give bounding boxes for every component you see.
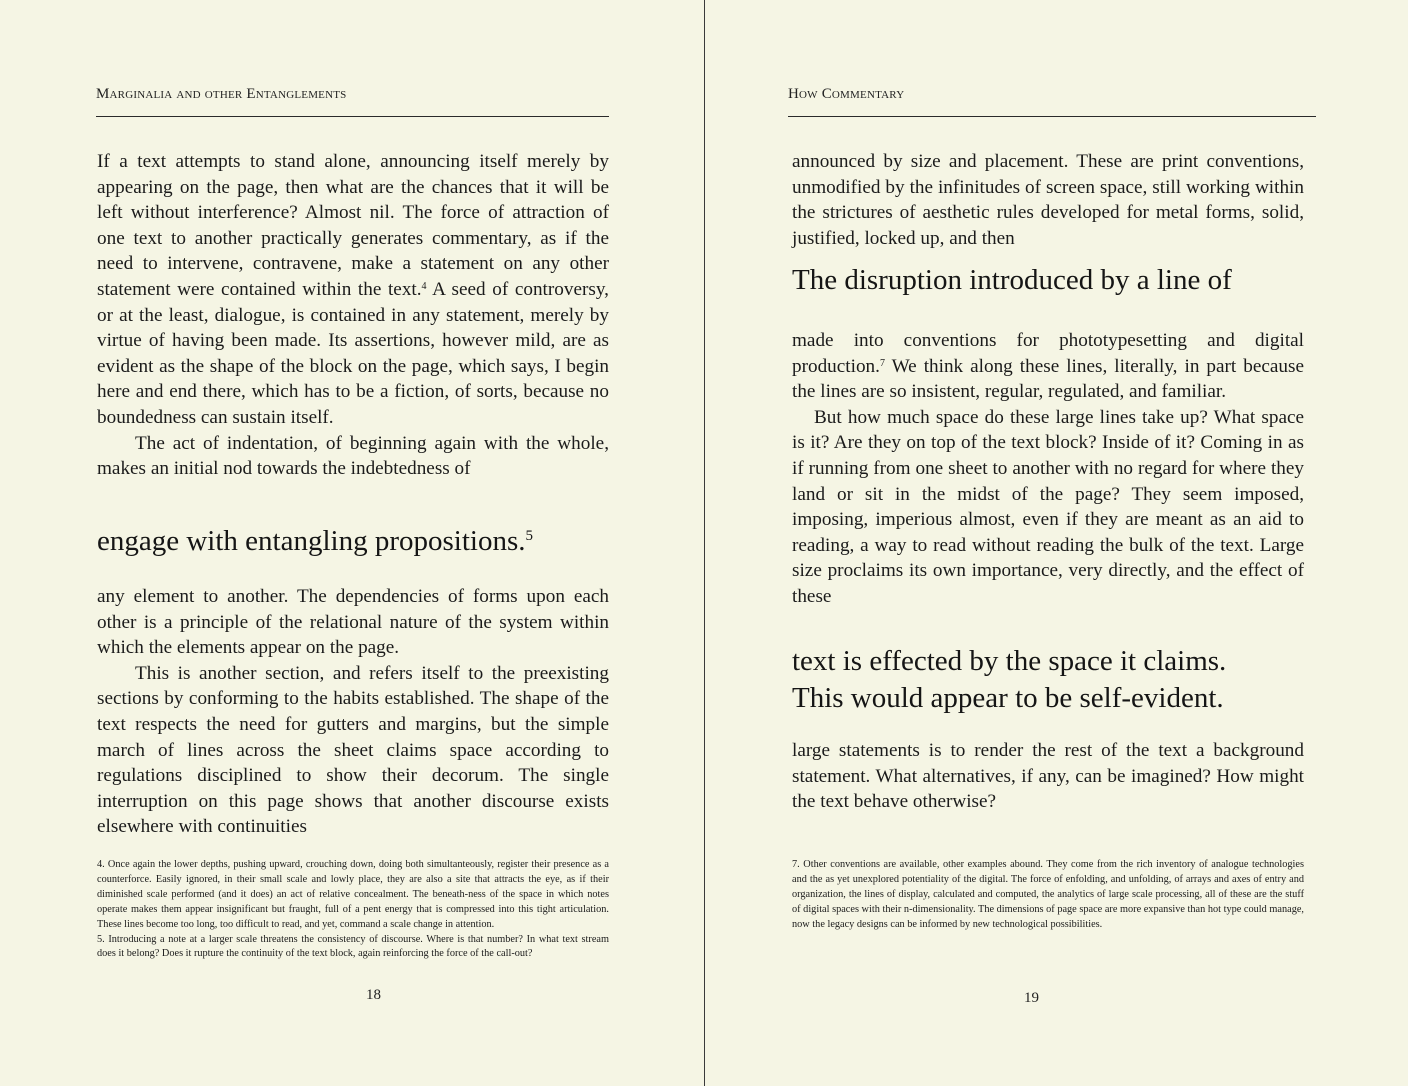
right-body-middle <box>792 328 1304 610</box>
running-head-left: Marginalia and other Entanglements <box>96 86 347 102</box>
left-paragraph-1: If a text attempts to stand alone, announcing itself merely by appearing on the page, then what are the chances that it will be left without interference? Almost nil. The force of attraction of one text to another practically generates commentary, as if the need to intervene, contravene, make a statement on any other statement were contained within the text.$^4$ A seed of controversy, or at the least, dialogue, is contained in any statement, merely by virtue of having been made. Its assertions, however mild, are as evident as the shape of the block on the page, which says, I begin here and end there, which has to be a fiction, of sorts, because no boundedness can sustain itself. <box>97 151 609 428</box>
right-body-top <box>792 149 1304 251</box>
left-footnotes <box>97 858 609 962</box>
left-body-top <box>97 149 609 482</box>
right-callout-2 <box>792 643 1312 717</box>
right-paragraph-4: large statements is to render the rest of the text a background statement. What alternatives, if any, can be imagined? How might the text behave otherwise? <box>792 740 1304 813</box>
right-callout-2-line-1: text is effected by the space it claims. <box>792 645 1227 677</box>
footnote-ref-4[interactable]: 4 <box>421 280 427 292</box>
left-callout: engage with entangling propositions.$^5$ <box>97 525 533 557</box>
right-body-bottom <box>792 738 1304 815</box>
left-body-bottom <box>97 584 609 840</box>
right-paragraph-2: made into conventions for phototypesetting and digital production.$^7$ We think along these lines, literally, in part because the lines are so insistent, regular, regulated, and familiar. <box>792 330 1304 403</box>
right-footnotes <box>792 858 1304 933</box>
left-paragraph-4: This is another section, and refers itself to the preexisting sections by conforming to the habits established. The shape of the text respects the need for gutters and margins, but the simple march of lines across the sheet claims space according to regulations disciplined to show their decorum. The single interruption on this page shows that another discourse exists elsewhere with continuities <box>97 662 609 838</box>
header-rule-left <box>96 116 609 117</box>
left-paragraph-2: The act of indentation, of beginning again with the whole, makes an initial nod towards the indebtedness of <box>97 432 609 480</box>
footnote-ref-7[interactable]: 7 <box>879 357 885 369</box>
right-paragraph-3: But how much space do these large lines take up? What space is it? Are they on top of the text block? Inside of it? Coming in as if running from one sheet to another with no regard for where they land or sit in the midst of the page? They seem imposed, imposing, imperious almost, even if they are meant as an aid to reading, a way to read without reading the bulk of the text. Large size proclaims its own importance, very directly, and the effect of these <box>792 406 1304 607</box>
footnote-7: 7. Other conventions are available, other examples abound. They come from the rich inventory of analogue technologies and the as yet unexplored potentiality of the digital. The force of enfolding, and unfolding, of arrays and axes of entry and organization, the lines of display, calculated and computed, the analytics of large scale processing, all of these are the stuff of digital spaces with their n-dimensionality. The dimensions of page space are more expansive than hot type could manage, now the legacy designs can be informed by new technological possibilities. <box>792 859 1304 930</box>
folio-right: 19 <box>1024 990 1039 1006</box>
footnote-5: 5. Introducing a note at a larger scale threatens the consistency of discourse. Where is that number? In what text stream does it belong? Does it rupture the continuity of the text block, again reinforcing the force of the call-out? <box>97 933 609 960</box>
right-paragraph-1: announced by size and placement. These are print conventions, unmodified by the infinitudes of screen space, still working within the strictures of aesthetic rules developed for metal forms, solid, justified, locked up, and then <box>792 151 1304 249</box>
header-rule-right <box>788 116 1316 117</box>
footnote-ref-5[interactable]: 5 <box>525 528 533 544</box>
left-paragraph-3: any element to another. The dependencies of forms upon each other is a principle of the relational nature of the system within which the elements appear on the page. <box>97 586 609 659</box>
folio-left: 18 <box>366 987 381 1003</box>
right-callout-1: The disruption introduced by a line of <box>792 264 1232 296</box>
running-head-right: How Commentary <box>788 86 905 102</box>
footnote-4: 4. Once again the lower depths, pushing upward, crouching down, doing both simultanteously, register their presence as a counterforce. Easily ignored, in their small scale and lowly place, they are also a site that attracts the eye, as if their diminished scale performed (and it does) an act of relative concealment. The beneath-ness of the space in which notes operate makes them appear insignificant but fraught, full of a pent energy that is compressed into this tight articulation. These lines become too long, too difficult to read, and yet, command a scale change in attention. <box>97 859 609 930</box>
right-callout-2-line-2: This would appear to be self-evident. <box>792 682 1224 714</box>
right-page <box>705 0 1408 1086</box>
